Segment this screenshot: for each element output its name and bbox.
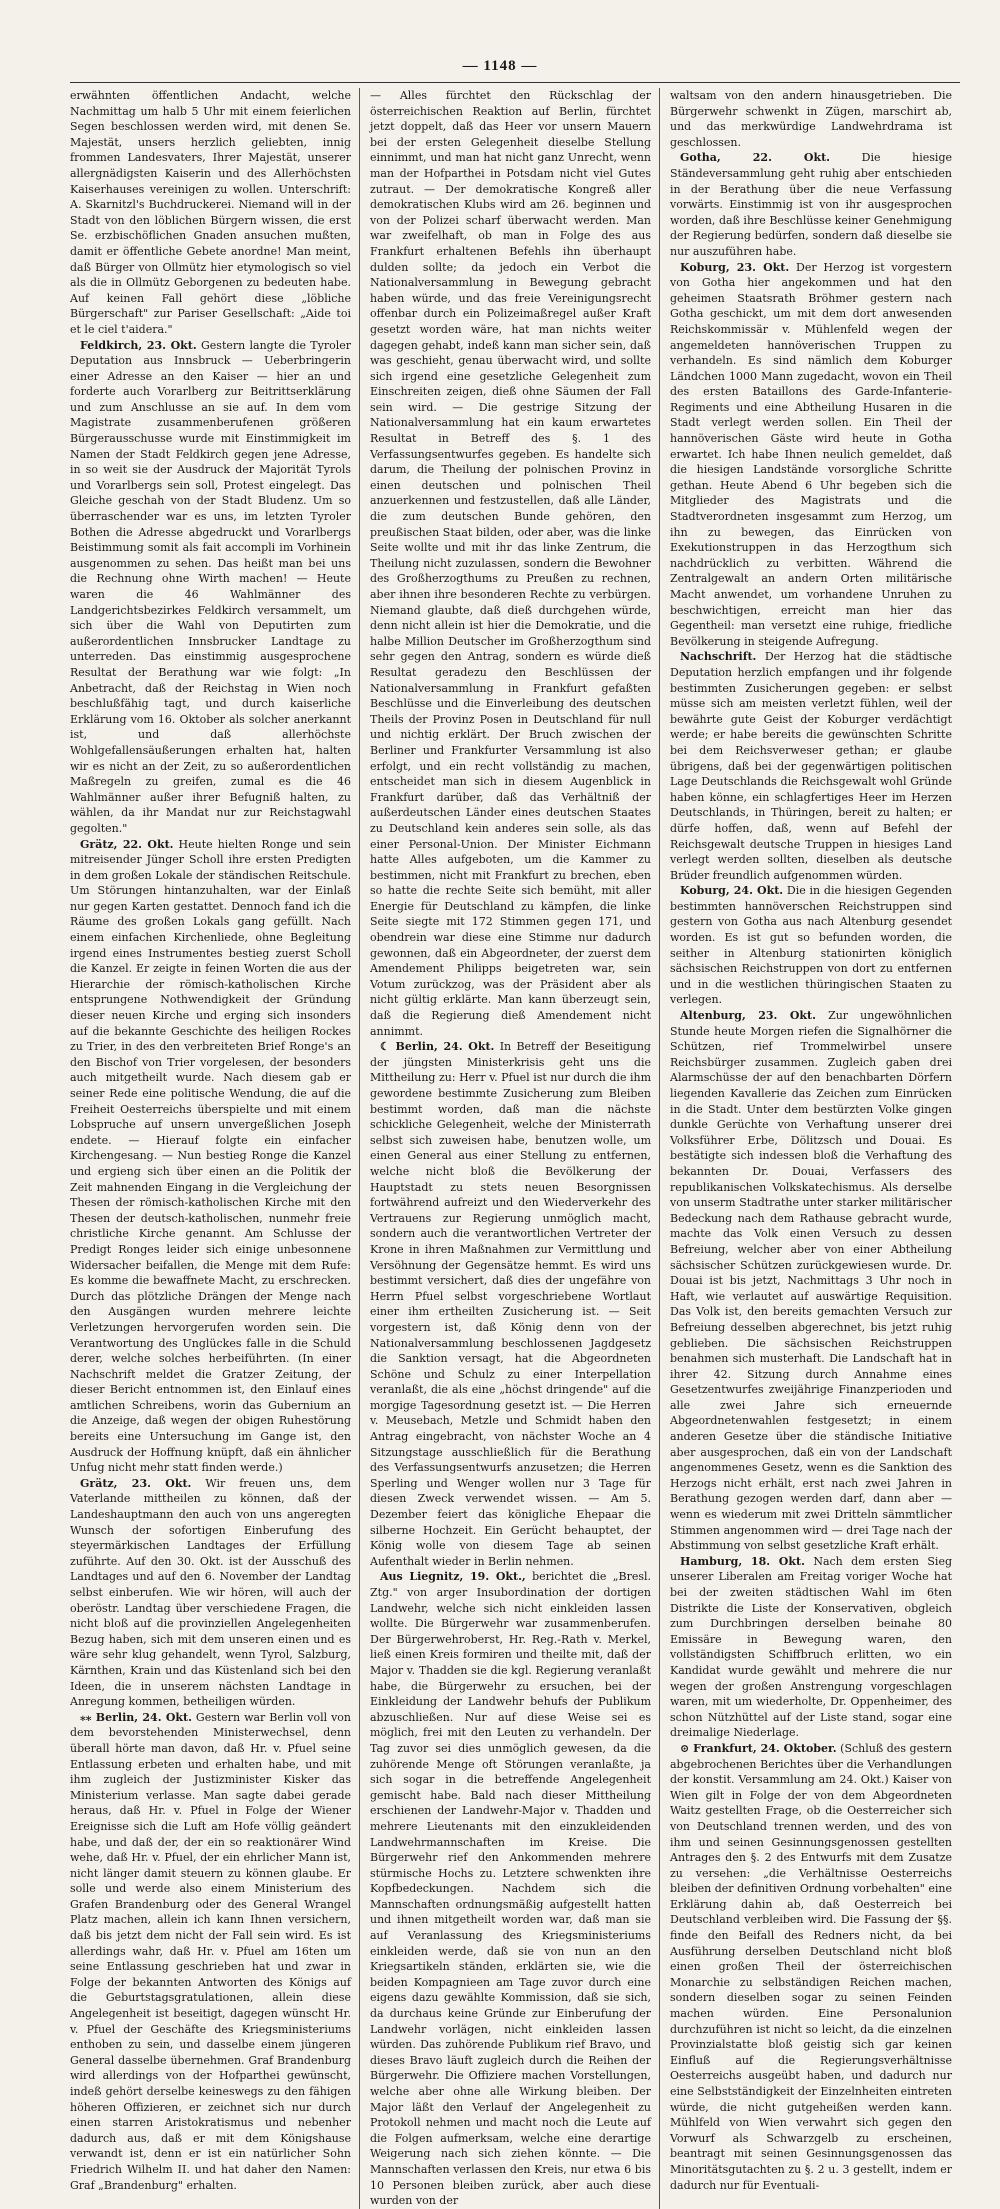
article-text: Gestern langte die Tyroler Deputation aus Innsbruck — Ueberbringerin einer Adresse an den Kaiser — hier an und forderte auch Vorarlberg zur Beitrittserklärung und zum Anschlusse an sie auf. In dem vom Magistrate zusammenberufenen größeren Bürgerausschusse wurde mit Einstimmigkeit im Namen der Stadt Feldkirch gegen jene Adresse, in so weit sie der Ausdruck der Majorität Tyrols und Vorarlbergs sein soll, Protest eingelegt. Das Gleiche geschah von der Stadt Bludenz. Um so überraschender war es uns, im letzten Tyroler Bothen die Adresse abgedruckt und Vorarlbergs Beistimmung somit als fait accompli im Vorhinein ausgenommen zu sehen. Das heißt man bei uns die Rechnung ohne Wirth machen! — Heute waren die 46 Wahlmänner des Landgerichtsbezirkes Feldkirch versammelt, um sich über die Wahl von Deputirten zum außerordentlichen Innsbrucker Landtage zu unterreden. Das einstimmig ausgesprochene Resultat der Berathung war wie folgt: „In Anbetracht, daß der Reichstag in Wien noch beschlußfähig tagt, und durch kaiserliche Erklärung vom 16. Oktober als solcher anerkannt ist, und daß allerhöchste Wohlgefallensäußerungen erhalten hat, halten wir es nicht an der Zeit, zu so außerordentlichen Maßregeln zu greifen, zumal es die 46 Wahlmänner außer ihrer Befugniß halten, zu wählen, da ihr Mandat nur zur Reichstagwahl gegolten."	[70, 338, 352, 835]
article-paragraph	[370, 1039, 651, 1569]
column-2	[370, 88, 660, 2209]
article-dateline: Koburg, 23. Okt.	[680, 260, 790, 274]
article-text: In Betreff der Beseitigung der jüngsten Ministerkrisis geht uns die Mittheilung zu: Herr v. Pfuel ist nur durch die ihm gewordene bestimmte Zusicherung zum Bleiben bestimmt worden, daß man die nächste schickliche Gelegenheit, welche der Ministerrath selbst sich zuweisen habe, benutzen wolle, um einen General aus einer Stellung zu entfernen, welche nicht bloß die Bevölkerung der Hauptstadt zu stets neuen Besorgnissen fortwährend aufreizt und den Wiederverkehr des Vertrauens zur Regierung unmöglich macht, sondern auch die verantwortlichen Vertreter der Krone in ihren Maßnahmen zur Vermittlung und Versöhnung der Gegensätze hemmt. Es wird uns bestimmt versichert, daß dies der ungefähre von Herrn Pfuel selbst vorgeschriebene Wortlaut einer ihm ertheilten Zusicherung ist. — Seit vorgestern ist, daß König denn von der Nationalversammlung beschlossenen Jagdgesetz die Sanktion versagt, hat die Abgeordneten Schöne und Schulz zu einer Interpellation veranlaßt, die als eine „höchst dringende" auf die morgige Tagesordnung gesetzt ist. — Die Herren v. Meusebach, Metzle und Schmidt haben den Antrag eingebracht, von nächster Woche an 4 Sitzungstage ausschließlich für die Berathung des Verfassungsentwurfs anzusetzen; die Herren Sperling und Wenger wollen nur 3 Tage für diesen Zweck verwendet wissen. — Am 5. Dezember feiert das königliche Ehepaar die silberne Hochzeit. Ein Gerücht behauptet, der König wolle von diesem Tage ab seinen Aufenthalt wieder in Berlin nehmen.	[370, 1040, 651, 1568]
article-dateline: Altenburg, 23. Okt.	[680, 1009, 816, 1023]
article-paragraph	[70, 88, 351, 338]
article-text: Die hiesige Ständeversammlung geht ruhig aber entschieden in der Berathung über die neue Verfassung vorwärts. Einstimmig ist von ihr ausgesprochen worden, daß ihre Beschlüsse keiner Genehmigung der Regierung bedürfen, sondern daß dieselbe sie nur auszuführen habe.	[670, 151, 953, 258]
article-text: (Schluß des gestern abgebrochenen Berichtes über die Verhandlungen der konstit. Versammlung am 24. Okt.) Kaiser von Wien gilt in Folge der von dem Abgeordneten Waitz gestellten Frage, ob die Oesterreicher sich von Deutschland trennen werden, und des von ihm und seinen Gesinnungsgenossen gestellten Antrages den §. 2 des Entwurfs mit dem Zusatze zu versehen: „die Verhältnisse Oesterreichs bleiben der definitiven Ordnung vorbehalten" eine Erklärung dahin ab, daß Oesterreich bei Deutschland verbleiben wird. Die Fassung der §§. finde den Beifall des Redners nicht, da bei Ausführung derselben Deutschland nicht bloß einen großen Theil der österreichischen Monarchie zu selbständigen Reichen machen, sondern dieselben sogar zu seinen Feinden machen würden. Eine Personalunion durchzuführen ist nicht so leicht, da die einzelnen Provinzialstatte bloß geistig sich gar keinen Einfluß auf die Regierungsverhältnisse Oesterreichs ausgeübt haben, und dadurch nur eine Selbstständigkeit der Einzelnheiten eintreten würde, die nicht gutgeheißen werden kann. Mühlfeld von Wien verwahrt sich gegen den Vorwurf als Schwarzgelb zu erscheinen, beantragt mit seinen Gesinnungsgenossen das Minoritätsgutachten zu §. 2 u. 3 gestellt, indem er dadurch nur für Eventuali-	[670, 1741, 952, 2192]
article-text: Heute hielten Ronge und sein mitreisender Jünger Scholl ihre ersten Predigten in dem großen Lokale der ständischen Reitschule. Um Störungen hintanzuhalten, war der Einlaß nur gegen Karten gestattet. Dennoch fand ich die Räume des großen Lokals gang gefüllt. Nach einem einfachen Kirchenliede, ohne Begleitung irgend eines Instrumentes bestieg zuerst Scholl die Kanzel. Er zeigte in feinen Worten die aus der Hierarchie der römisch-katholischen Kirche entsprungene Nothwendigkeit der Gründung dieser neuen Kirche und erging sich insonders auf die bekannte Geschichte des heiligen Rockes zu Trier, in des den verbreiteten Brief Ronge's an den Bischof von Trier vorgelesen, der besonders auch mitgetheilt wurde. Nach diesem gab er seiner Rede eine politische Wendung, die auf die Freiheit Oesterreichs überspielte und mit einem Lobspruche auf unsern unvergeßlichen Joseph endete. — Hierauf folgte ein einfacher Kirchengesang. — Nun bestieg Ronge die Kanzel und ergieng sich über einen an die Politik der Zeit mahnenden Eingang in die Vergleichung der Thesen der römisch-katholischen Kirche mit den Thesen der deutsch-katholischen, nunmehr freie christliche Kirche genannt. Am Schlusse der Predigt Ronges leider sich einige unbesonnene Widersacher beifallen, die Menge mit dem Rufe: Es komme die bewaffnete Macht, zu erschrecken. Durch das plötzliche Drängen der Menge nach den Ausgängen wurden mehrere leichte Verletzungen hervorgerufen worden sein. Die Verantwortung des Unglückes falle in die Schuld derer, welche solches herbeiführten. (In einer Nachschrift meldet die Gratzer Zeitung, der dieser Bericht entnommen ist, den Einlauf eines amtlichen Schreibens, worin das Gubernium an die Anzeige, daß wegen der obigen Ruhestörung bereits eine Untersuchung im Gange ist, den Ausdruck der Hoffnung knüpft, daß ein ähnlicher Unfug nicht mehr statt finden werde.)	[70, 837, 351, 1475]
column-1	[70, 88, 360, 2209]
article-paragraph	[670, 88, 952, 150]
article-paragraph	[370, 88, 651, 1039]
article-text: — Alles fürchtet den Rückschlag der österreichischen Reaktion auf Berlin, fürchtet jetzt doppelt, daß das Heer vor unsern Mauern bei der ersten Gelegenheit dieselbe Stellung einnimmt, und man hat nicht ganz Unrecht, wenn man der Hofparthei in Potsdam nicht viel Gutes zutraut. — Der demokratische Kongreß aller demokratischen Klubs wird am 26. beginnen und von der Polizei scharf überwacht werden. Man war zweifelhaft, ob man in Folge des aus Frankfurt erhaltenen Befehls ihn überhaupt dulden sollte; da jedoch ein Verbot die Nationalversammlung in Bewegung gebracht haben würde, und das freie Vereinigungsrecht offenbar durch ein Polizeimaßregel außer Kraft gesetzt worden wäre, hat man nichts weiter dagegen gehabt, indeß kann man sicher sein, daß was geschieht, genau überwacht wird, und sollte sich irgend eine gesetzliche Gelegenheit zum Einschreiten zeigen, dieß ohne Säumen der Fall sein wird. — Die gestrige Sitzung der Nationalversammlung hat ein kaum erwartetes Resultat in Betreff des §. 1 des Verfassungsentwurfes gegeben. Es handelte sich darum, die Theilung der polnischen Provinz in einen deutschen und polnischen Theil anzuerkennen und festzustellen, daß alle Länder, die zum deutschen Bunde gehören, den preußischen Staat bilden, oder aber, was die linke Seite wollte und mit ihr das linke Zentrum, die Theilung nicht zuzulassen, sondern die Bewohner des Großherzogthums zu Preußen zu rechnen, aber ihnen ihre besonderen Rechte zu verbürgen. Niemand glaubte, daß dieß durchgehen würde, denn nicht allein ist hier die Demokratie, und die halbe Million Deutscher im Großherzogthum sind sehr gegen den Antrag, sondern es würde dieß Resultat geradezu den Beschlüssen der Nationalversammlung in Frankfurt gefaßten Beschlüsse und die Einverleibung des deutschen Theils der Provinz Posen in Deutschland für null und nichtig erklärt. Der Bruch zwischen der Berliner und Frankfurter Versammlung ist also erfolgt, und ein recht vollständig zu machen, entscheidet man sich in diesem Augenblick in Frankfurt darüber, daß das Verhältniß der außerdeutschen Länder eines deutschen Staates zu Deutschland kein anderes sein solle, als das einer Personal-Union. Der Minister Eichmann hatte Alles aufgeboten, um die Kammer zu bestimmen, nicht mit Frankfurt zu brechen, eben so hatte die rechte Seite sich bemüht, mit aller Energie für Deutschland zu kämpfen, die linke Seite siegte mit 172 Stimmen gegen 171, und obendrein war diese eine Stimme nur dadurch gewonnen, daß ein Abgeordneter, der zuerst dem Amendement Philipps beigetreten war, sein Votum zurückzog, was der Präsident aber als nicht gültig erklärte. Man kann überzeugt sein, daß die Regierung dieß Amendement nicht annimmt.	[370, 89, 651, 1038]
article-dateline: ⊙ Frankfurt, 24. Oktober.	[680, 1741, 837, 1755]
article-text: Gestern war Berlin voll von dem bevorstehenden Ministerwechsel, denn überall hörte man davon, daß Hr. v. Pfuel seine Entlassung erbeten und erhalten habe, und mit ihm zugleich der Justizminister Kisker das Ministerium verlasse. Man sagte dabei gerade heraus, daß Hr. v. Pfuel in Folge der Wiener Ereignisse sich die Luft am Hofe völlig geändert habe, und daß der, der ein so reaktionärer Wind wehe, daß Hr. v. Pfuel, der ein ehrlicher Mann ist, nicht länger damit steuern zu können glaube. Er solle und werde also einem Ministerium des Grafen Brandenburg oder des General Wrangel Platz machen, allein ich kann Ihnen versichern, daß bis jetzt dem nicht der Fall sein wird. Es ist allerdings wahr, daß Hr. v. Pfuel am 16ten um seine Entlassung geschrieben hat und zwar in Folge der bekannten Antworten des Königs auf die Geburtstagsgratulationen, allein diese Angelegenheit ist beseitigt, dagegen wünscht Hr. v. Pfuel der Geschäfte des Kriegsministeriums enthoben zu sein, und dasselbe einem jüngeren General dasselbe übernehmen. Graf Brandenburg wird allerdings von der Hofparthei gewünscht, indeß gehört derselbe keineswegs zu den fähigen höheren Offizieren, er zeichnet sich nur durch einen starren Aristokratismus und nebenher dadurch aus, daß er mit dem Königshause verwandt ist, denn er ist ein natürlicher Sohn Friedrich Wilhelm II. und hat daher den Namen: Graf „Brandenburg" erhalten.	[70, 1710, 351, 2192]
article-paragraph	[70, 837, 351, 1476]
article-paragraph	[670, 649, 952, 883]
article-paragraph	[70, 1476, 351, 1710]
article-paragraph	[70, 338, 351, 837]
article-paragraph	[670, 1554, 952, 1741]
header-rule	[70, 82, 960, 83]
article-dateline: ⁎⁎ Berlin, 24. Okt.	[80, 1710, 192, 1724]
article-text: Der Herzog hat die städtische Deputation herzlich empfangen und ihr folgende bestimmten Zusicherungen gegeben: er selbst müsse sich am meisten verletzt fühlen, weil der bewährte gute Geist der Koburger verdächtigt werde; er habe bereits die gewünschten Schritte bei dem Reichsverweser gethan; er glaube übrigens, daß bei der gegenwärtigen politischen Lage Deutschlands die Reichsgewalt wohl Gründe haben könne, ein schlagfertiges Heer im Herzen Deutschlands, in Thüringen, bereit zu halten; er dürfe hoffen, daß, wenn auf Befehl der Reichsgewalt deutsche Truppen in hiesiges Land verlegt werden sollten, dieselben als deutsche Brüder freundlich aufgenommen würden.	[670, 650, 953, 882]
article-dateline: Aus Liegnitz, 19. Okt.,	[380, 1570, 526, 1584]
article-dateline: Grätz, 23. Okt.	[80, 1476, 192, 1490]
article-dateline: Nachschrift.	[680, 650, 757, 664]
article-paragraph	[670, 260, 952, 650]
text-columns	[70, 88, 960, 2208]
article-text: Zur ungewöhnlichen Stunde heute Morgen riefen die Signalhörner die Schützen, rief Trommelwirbel unsere Reichsbürger zusammen. Zugleich gaben drei Alarmschüsse der auf den benachbarten Dörfern liegenden Kavallerie das Zeichen zum Einrücken in die Stadt. Unter dem bestürzten Volke gingen dunkle Gerüchte von Verhaftung unserer drei Volksführer Erbe, Dölitzsch und Douai. Es bestätigte sich indessen bloß die Verhaftung des bekannten Dr. Douai, Verfassers des republikanischen Volkskatechismus. Als derselbe von unserm Stadtrathe unter starker militärischer Bedeckung nach dem Rathause gebracht wurde, machte das Volk einen Versuch zu dessen Befreiung, welcher aber von einer Abtheilung sächsischer Schützen zurückgewiesen wurde. Dr. Douai ist bis jetzt, Nachmittags 3 Uhr noch in Haft, wie verlautet auf auswärtige Requisition. Das Volk ist, den bereits gemachten Versuch zur Befreiung desselben abgerechnet, bis jetzt ruhig geblieben. Die sächsischen Reichstruppen benahmen sich musterhaft. Die Landschaft hat in ihrer 42. Sitzung durch Annahme eines Gesetzentwurfes zweijährige Finanzperioden und alle zwei Jahre sich erneuernde Abgeordnetenwahlen festgesetzt; in einem anderen Gesetze über die ständische Initiative aber ausgesprochen, daß ein von der Landschaft angenommenes Gesetz, wenn es die Sanktion des Herzogs nicht erhält, erst nach zwei Jahren in Berathung gezogen werden darf, dann aber — wenn es wiederum mit zwei Dritteln sämmtlicher Stimmen angenommen wird — drei Tage nach der Abstimmung von selbst gesetzliche Kraft erhält.	[670, 1009, 952, 1553]
article-paragraph	[670, 1008, 952, 1554]
article-text: waltsam von den andern hinausgetrieben. Die Bürgerwehr schwenkt in Zügen, marschirt ab, und das merkwürdige Landwehrdrama ist geschlossen.	[670, 89, 952, 149]
article-text: erwähnten öffentlichen Andacht, welche Nachmittag um halb 5 Uhr mit einem feierlichen Segen beschlossen werden wird, mit denen Se. Majestät, unsers herzlich geliebten, innig frommen Landesvaters, Ihrer Majestät, unserer allergnädigsten Kaiserin und des Allerhöchsten Kaiserhauses vereinigen zu wollen. Unterschrift: A. Skarnitzl's Buchdruckerei. Niemand will in der Stadt von den löblichen Bürgern wissen, die erst Se. erzbischöflichen Gnaden ansuchen mußten, damit er öffentliche Gebete anordne! Man meint, daß Bürger von Ollmütz hier etymologisch so viel als die in Ollmütz Geborgenen zu bedeuten habe. Auf keinen Fall gehört diese „löbliche Bürgerschaft" zur Pariser Gesellschaft: „Aide toi et le ciel t'aidera."	[70, 89, 351, 336]
article-dateline: Grätz, 22. Okt.	[80, 837, 174, 851]
column-3	[670, 88, 960, 2209]
article-text: berichtet die „Bresl. Ztg." von arger Insubordination der dortigen Landwehr, welche sich nicht einkleiden lassen wollte. Die Bürgerwehr war zusammenberufen. Der Bürgerwehroberst, Hr. Reg.-Rath v. Merkel, ließ einen Kreis formiren und theilte mit, daß der Major v. Thadden sie die kgl. Regierung veranlaßt habe, die Bürgerwehr zu ersuchen, bei der Einkleidung der Landwehr behufs der Publikum abzuschließen. Nur auf diese Weise sei es möglich, frei mit den Leuten zu verhandeln. Der Tag zuvor sei dies unmöglich gewesen, da die zuhörende Menge oft Störungen veranlaßte, ja sich sogar in die betreffende Angelegenheit gemischt habe. Bald nach dieser Mittheilung erschienen der Landwehr-Major v. Thadden und mehrere Lieutenants mit den einzukleidenden Landwehrmannschaften im Kreise. Die Bürgerwehr rief den Ankommenden mehrere stürmische Hochs zu. Letztere schwenkten ihre Kopfbedeckungen. Nachdem sich die Mannschaften ordnungsmäßig aufgestellt hatten und ihnen mitgetheilt worden war, daß man sie auf Veranlassung des Kriegsministeriums einkleiden werde, daß sie von nun an den Kriegsartikeln ständen, erklärten sie, wie die beiden Kompagnieen am Tage zuvor durch eine eigens dazu gewählte Kommission, daß sie sich, da durchaus keine Gründe zur Einberufung der Landwehr vorlägen, nicht einkleiden lassen würden. Das zuhörende Publikum rief Bravo, und dieses Bravo läuft zugleich durch die Reihen der Bürgerwehr. Die Offiziere machen Vorstellungen, welche aber ohne alle Wirkung bleiben. Der Major läßt den Verlauf der Angelegenheit zu Protokoll nehmen und macht noch die Leute auf die Folgen aufmerksam, welche eine derartige Weigerung nach sich ziehen könnte. — Die Mannschaften verlassen den Kreis, nur etwa 6 bis 10 Personen bleiben zurück, aber auch diese wurden von der	[370, 1570, 651, 2208]
article-dateline: Feldkirch, 23. Okt.	[80, 338, 197, 352]
article-text: Nach dem ersten Sieg unserer Liberalen am Freitag voriger Woche hat bei der zweiten städtischen Wahl im 6ten Distrikte die Liste der Konservativen, obgleich zum Durchbringen derselben beinahe 80 Emissäre in Bewegung waren, den vollständigsten Schiffbruch erlitten, wo ein Kandidat wurde gewählt und mehrere die nur wegen der großen Anstrengung vorgeschlagen waren, mit um wiederholte, Dr. Oppenheimer, des schon Nützhüttel auf der Liste stand, sogar eine dreimalige Niederlage.	[670, 1554, 953, 1740]
article-paragraph	[70, 1710, 351, 2193]
article-paragraph	[370, 1569, 651, 2208]
article-text: Wir freuen uns, dem Vaterlande mittheilen zu können, daß der Landeshauptmann den auch von uns angeregten Wunsch der sofortigen Einberufung des steyermärkischen Landtages der Erfüllung zuführte. Auf den 30. Okt. ist der Ausschuß des Landtages und auf den 6. November der Landtag selbst einberufen. Wie wir hören, will auch der oberöstr. Landtag über verschiedene Fragen, die nicht bloß auf die provinziellen Angelegenheiten Bezug haben, sich mit dem unseren einen und es wäre sehr klug gehandelt, wenn Tyrol, Salzburg, Kärnthen, Krain und das Küstenland sich bei den Ideen, die in unserem nächsten Landtage in Anregung kommen, betheiligen würden.	[70, 1476, 351, 1709]
article-paragraph	[670, 883, 952, 1008]
article-text: Der Herzog ist vorgestern von Gotha hier angekommen und hat den geheimen Staatsrath Bröhmer gestern nach Gotha geschickt, um mit dem dort anwesenden Reichskommissär v. Mühlenfeld wegen der angemeldeten hannöverischen Truppen zu verhandeln. Es sind nämlich dem Koburger Ländchen 1000 Mann zugedacht, wovon ein Theil des ersten Bataillons des Garde-Infanterie-Regiments und eine Abtheilung Husaren in die Stadt verlegt werden sollen. Ein Theil der hannöverischen Gäste wird heute in Gotha erwartet. Ich habe Ihnen neulich gemeldet, daß die hiesigen Landstände vorsorgliche Schritte gethan. Heute Abend 6 Uhr begeben sich die Mitglieder des Magistrats und die Stadtverordneten insgesammt zum Herzog, um ihn zu bewegen, das Einrücken von Exekutionstruppen in das Herzogthum sich nachdrücklich zu verbitten. Während die Zentralgewalt an andern Orten militärische Macht anwendet, um vorhandene Unruhen zu beschwichtigen, erreicht man hier das Gegentheil: man versetzt eine ruhige, friedliche Bevölkerung in steigende Aufregung.	[670, 260, 952, 648]
article-paragraph	[670, 150, 952, 259]
article-text: Die in die hiesigen Gegenden bestimmten hannöverschen Reichstruppen sind gestern von Gotha aus nach Altenburg gesendet worden. Es ist gut so befunden worden, die seither in Altenburg stationirten königlich sächsischen Reichstruppen von dort zu entfernen und in die westlichen thüringischen Staaten zu verlegen.	[670, 884, 952, 1007]
article-dateline: Koburg, 24. Okt.	[680, 884, 784, 898]
article-dateline: Gotha, 22. Okt.	[680, 151, 830, 165]
page-number: — 1148 —	[462, 58, 538, 74]
article-dateline: ☾ Berlin, 24. Okt.	[380, 1040, 495, 1054]
article-dateline: Hamburg, 18. Okt.	[680, 1554, 805, 1568]
article-paragraph	[670, 1741, 952, 2193]
